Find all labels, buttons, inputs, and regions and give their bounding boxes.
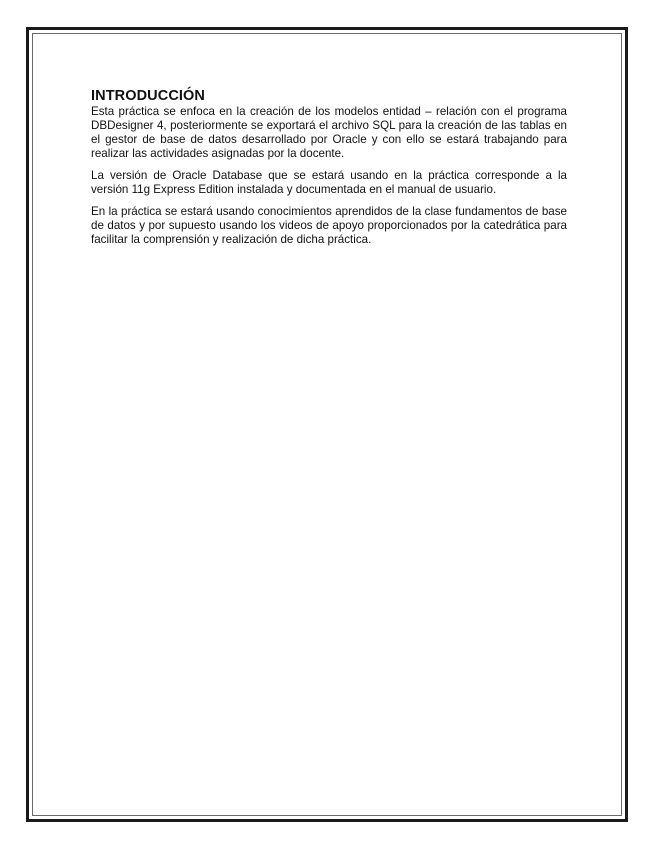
paragraph-intro: Esta práctica se enfoca en la creación de los modelos entidad – relación con el programa DBDesigner 4, posteriormente se exportará el archivo SQL para la creación de las tablas en el gestor de base de datos desarrollado por Oracle y con ello se estará trabajando para realizar las actividades asignadas por la docente.	[91, 105, 567, 160]
document-body	[91, 88, 567, 255]
paragraph-knowledge: En la práctica se estará usando conocimientos aprendidos de la clase fundamentos de base de datos y por supuesto usando los videos de apoyo proporcionados por la catedrática para facilitar la comprensión y realización de dicha práctica.	[91, 205, 567, 246]
paragraph-oracle-version: La versión de Oracle Database que se estará usando en la práctica corresponde a la versión 11g Express Edition instalada y documentada en el manual de usuario.	[91, 169, 567, 196]
section-heading: INTRODUCCIÓN	[91, 88, 205, 104]
